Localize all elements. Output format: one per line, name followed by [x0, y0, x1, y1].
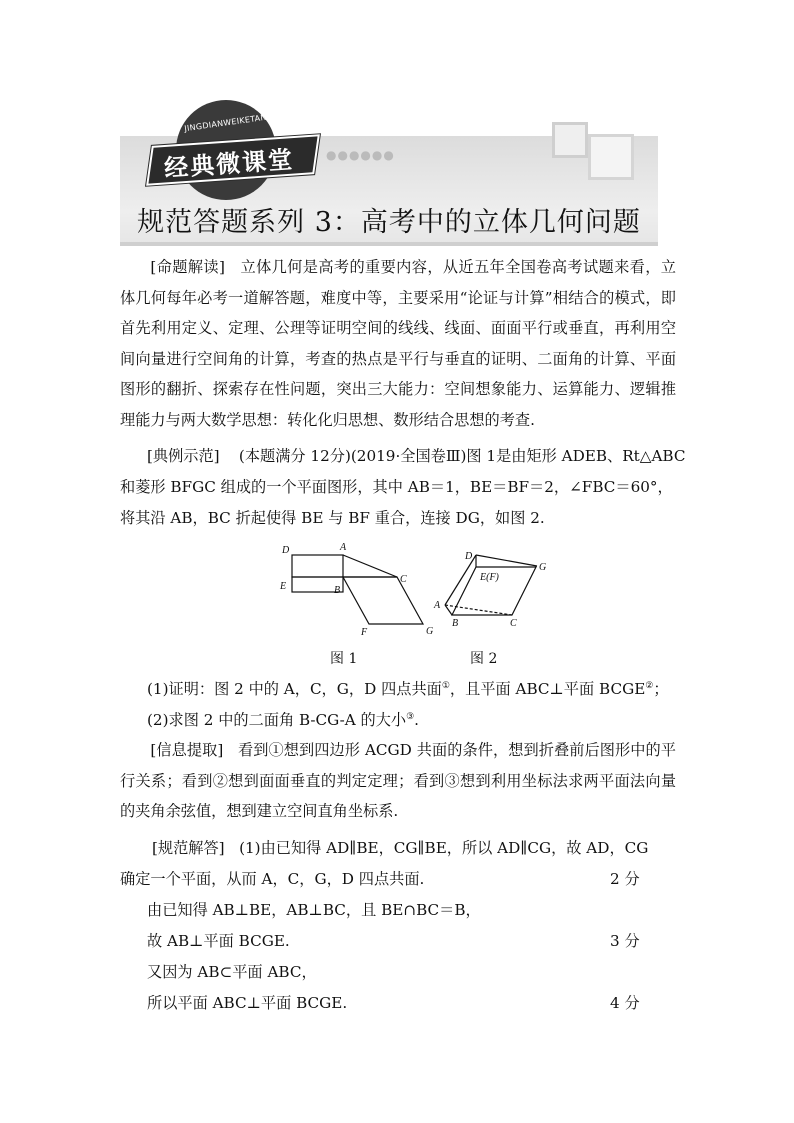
intro-text: 立体几何是高考的重要内容，从近五年全国卷高考试题来看，立体几何每年必考一道解答题，难度中等，主要采用“论证与计算”相结合的模式，即首先利用定义、定理、公理等证明空间的线线、线面、面面平行或垂直，再利用空间向量进行空间角的计算，考查的热点是平行与垂直的证明、二面角的计算、平面图形的翻折、探索存在性问题，突出三大能力：空间想象能力、运算能力、逻辑推理能力与两大数学思想：转化化归思想、数形结合思想的考查.	[120, 258, 676, 429]
figure-1	[276, 540, 446, 644]
example-line-3: 将其沿 AB，BC 折起使得 BE 与 BF 重合，连接 DG，如图 2.	[120, 509, 545, 527]
figure1-label-e: E	[280, 581, 287, 592]
answer-line-2: 确定一个平面，从而 A，C，G，D 四点共面.	[120, 870, 425, 888]
question-1	[147, 678, 669, 699]
intro-paragraph	[120, 252, 676, 435]
answer-line-6: 所以平面 ABC⊥平面 BCGE.	[147, 994, 348, 1012]
answer-line-5: 又因为 AB⊂平面 ABC，	[147, 963, 317, 981]
answer-label: [规范解答]	[152, 839, 225, 857]
answer-text-1: (1)由已知得 AD∥BE，CG∥BE，所以 AD∥CG，故 AD，CG	[239, 839, 649, 857]
question-2-text: (2)求图 2 中的二面角 B-CG-A 的大小	[147, 711, 407, 729]
figure1-rhombus	[343, 577, 423, 624]
question-1-end: ；	[653, 680, 669, 698]
score-3: 4 分	[610, 994, 640, 1012]
question-2-mark: ③	[406, 711, 415, 722]
example-line-1	[147, 445, 686, 466]
info-paragraph	[120, 735, 676, 827]
figure1-label-g: G	[426, 626, 434, 637]
logo-dots: ●●●●●●	[326, 148, 395, 162]
header-banner	[120, 100, 658, 250]
answer-line-1	[152, 837, 648, 858]
intro-label: [命题解读]	[150, 258, 225, 276]
example-line-2: 和菱形 BFGC 组成的一个平面图形，其中 AB＝1，BE＝BF＝2，∠FBC＝60°，	[120, 478, 673, 496]
figure2-label-g: G	[539, 562, 547, 573]
figure2-edge-dg	[476, 555, 537, 566]
figure2-label-b: B	[452, 618, 459, 629]
figure1-label-f: F	[361, 627, 368, 638]
info-label: [信息提取]	[150, 741, 224, 759]
example-text-1: (本题满分 12分)(2019·全国卷Ⅲ)图 1是由矩形 ADEB、Rt△ABC	[238, 447, 686, 465]
question-2-end: .	[414, 711, 419, 729]
banner-underline	[120, 242, 658, 246]
figure1-label-a: A	[340, 542, 347, 553]
example-label: [典例示范]	[147, 447, 220, 465]
figure-1-caption: 图 1	[330, 651, 358, 667]
figure1-edge-ac	[343, 555, 397, 577]
figure2-label-ef: E(F)	[480, 572, 499, 583]
figure2-label-c: C	[510, 618, 517, 629]
info-text: 看到①想到四边形 ACGD 共面的条件，想到折叠前后图形中的平行关系；看到②想到面面垂直的判定定理；看到③想到利用坐标法求两平面法向量的夹角余弦值，想到建立空间直角坐标系.	[120, 741, 676, 820]
question-2	[147, 709, 419, 730]
question-1-text-mid: ，且平面 ABC⊥平面 BCGE	[449, 680, 646, 698]
decorative-square-icon	[588, 134, 634, 180]
figure-2-caption: 图 2	[470, 651, 498, 667]
figure1-rect-top	[292, 555, 343, 577]
logo-pinyin: JINGDIANWEIKETANG	[183, 111, 274, 134]
logo-text: 经典微课堂	[163, 145, 295, 183]
score-2: 3 分	[610, 932, 640, 950]
question-1-mark-2: ②	[645, 680, 654, 691]
figure2-label-d: D	[465, 551, 473, 562]
figure1-label-b: B	[334, 585, 341, 596]
decorative-square-icon	[552, 122, 588, 158]
figure2-label-a: A	[434, 600, 441, 611]
figure2-edge-ab	[445, 605, 452, 615]
figure-2	[430, 548, 558, 630]
page-title: 规范答题系列 3：高考中的立体几何问题	[137, 207, 641, 238]
question-1-mark-1: ①	[441, 680, 450, 691]
figure1-label-d: D	[282, 545, 290, 556]
answer-line-4: 故 AB⊥平面 BCGE.	[147, 932, 290, 950]
question-1-text: (1)证明：图 2 中的 A，C，G，D 四点共面	[147, 680, 442, 698]
answer-line-3: 由已知得 AB⊥BE，AB⊥BC，且 BE∩BC＝B，	[147, 901, 481, 919]
score-1: 2 分	[610, 870, 640, 888]
figure1-label-c: C	[400, 574, 407, 585]
